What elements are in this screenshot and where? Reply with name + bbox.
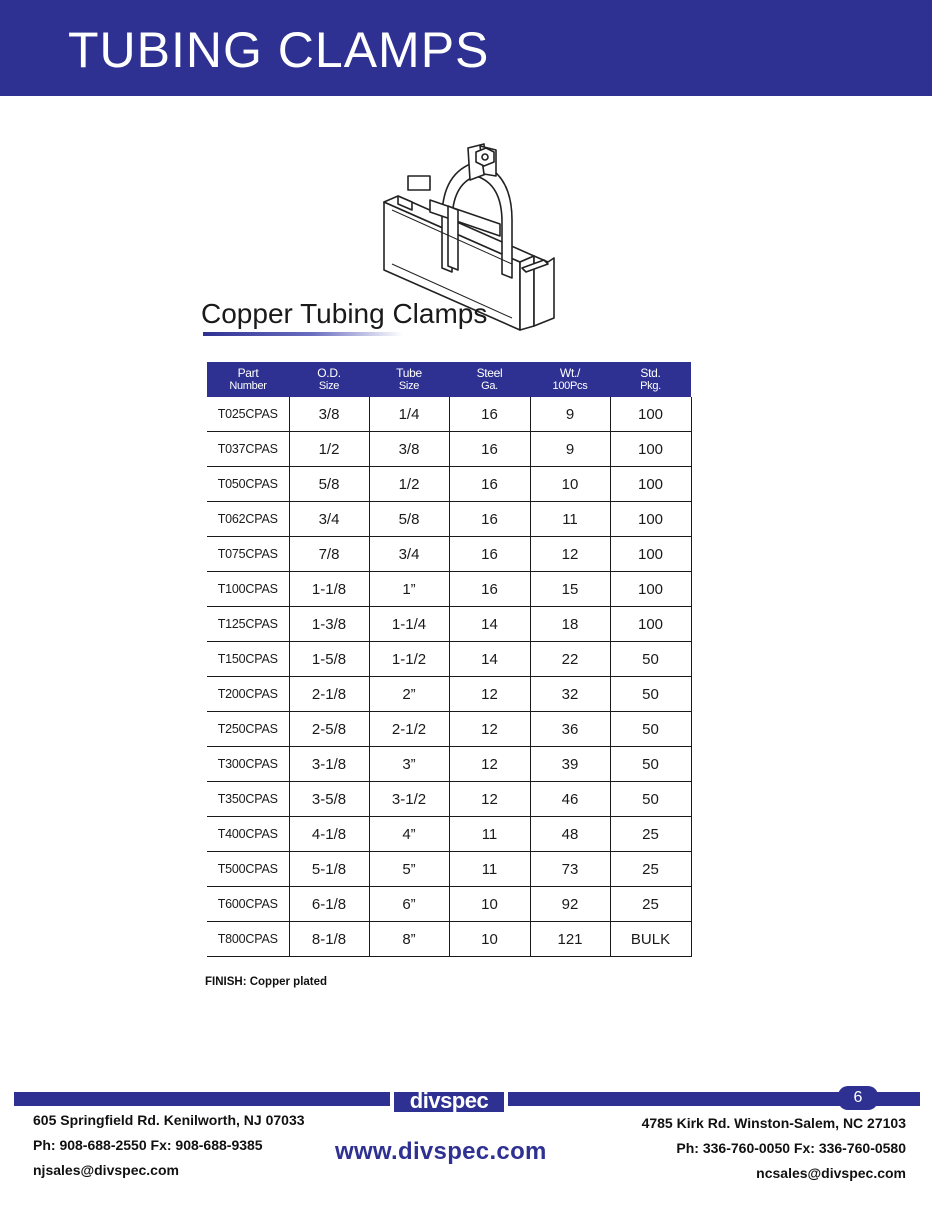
std-pkg-cell: 50	[610, 782, 691, 817]
steel-gauge-cell: 12	[449, 782, 530, 817]
tube-size-cell: 3/8	[369, 432, 449, 467]
std-pkg-cell: 100	[610, 537, 691, 572]
table-row	[207, 572, 691, 607]
footer-bar-left	[14, 1092, 392, 1106]
od-size-cell: 1/2	[289, 432, 369, 467]
std-pkg-cell: 25	[610, 817, 691, 852]
table-row	[207, 852, 691, 887]
weight-cell: 92	[530, 887, 610, 922]
table-row	[207, 922, 691, 957]
tube-size-cell: 3”	[369, 747, 449, 782]
nj-address: 605 Springfield Rd. Kenilworth, NJ 07033	[33, 1112, 305, 1128]
table-row	[207, 887, 691, 922]
tube-size-cell: 2”	[369, 677, 449, 712]
tube-size-cell: 1/4	[369, 397, 449, 432]
od-size-cell: 1-5/8	[289, 642, 369, 677]
steel-gauge-cell: 16	[449, 572, 530, 607]
tube-size-cell: 5”	[369, 852, 449, 887]
table-row	[207, 782, 691, 817]
table-row	[207, 467, 691, 502]
weight-cell: 11	[530, 502, 610, 537]
nc-address: 4785 Kirk Rd. Winston-Salem, NC 27103	[641, 1115, 906, 1131]
weight-cell: 36	[530, 712, 610, 747]
od-size-cell: 5/8	[289, 467, 369, 502]
std-pkg-cell: 50	[610, 712, 691, 747]
table-row	[207, 537, 691, 572]
weight-cell: 46	[530, 782, 610, 817]
weight-cell: 9	[530, 432, 610, 467]
std-pkg-cell: 100	[610, 432, 691, 467]
part-number-cell: T062CPAS	[207, 502, 289, 537]
std-pkg-cell: 100	[610, 572, 691, 607]
steel-gauge-cell: 16	[449, 537, 530, 572]
col-header-weight: Wt./ 100Pcs	[530, 362, 610, 397]
part-number-cell: T025CPAS	[207, 397, 289, 432]
weight-cell: 15	[530, 572, 610, 607]
part-number-cell: T350CPAS	[207, 782, 289, 817]
spec-table	[207, 362, 692, 957]
tube-size-cell: 1/2	[369, 467, 449, 502]
weight-cell: 39	[530, 747, 610, 782]
std-pkg-cell: 100	[610, 607, 691, 642]
steel-gauge-cell: 14	[449, 607, 530, 642]
part-number-cell: T100CPAS	[207, 572, 289, 607]
page-title: TUBING CLAMPS	[68, 22, 490, 78]
col-header-part-number: Part Number	[207, 362, 289, 397]
od-size-cell: 5-1/8	[289, 852, 369, 887]
part-number-cell: T250CPAS	[207, 712, 289, 747]
tube-size-cell: 1-1/2	[369, 642, 449, 677]
tube-size-cell: 1”	[369, 572, 449, 607]
weight-cell: 121	[530, 922, 610, 957]
table-row	[207, 642, 691, 677]
table-row	[207, 712, 691, 747]
std-pkg-cell: 100	[610, 397, 691, 432]
section-title: Copper Tubing Clamps	[201, 298, 488, 329]
part-number-cell: T150CPAS	[207, 642, 289, 677]
weight-cell: 18	[530, 607, 610, 642]
tube-size-cell: 2-1/2	[369, 712, 449, 747]
col-header-od-size: O.D. Size	[289, 362, 369, 397]
od-size-cell: 3-1/8	[289, 747, 369, 782]
part-number-cell: T500CPAS	[207, 852, 289, 887]
std-pkg-cell: 100	[610, 502, 691, 537]
od-size-cell: 1-1/8	[289, 572, 369, 607]
weight-cell: 10	[530, 467, 610, 502]
steel-gauge-cell: 14	[449, 642, 530, 677]
svg-text:divspec: divspec	[409, 1088, 489, 1113]
steel-gauge-cell: 12	[449, 712, 530, 747]
steel-gauge-cell: 10	[449, 922, 530, 957]
part-number-cell: T600CPAS	[207, 887, 289, 922]
part-number-cell: T037CPAS	[207, 432, 289, 467]
steel-gauge-cell: 10	[449, 887, 530, 922]
od-size-cell: 3-5/8	[289, 782, 369, 817]
weight-cell: 9	[530, 397, 610, 432]
steel-gauge-cell: 16	[449, 467, 530, 502]
nc-email[interactable]: ncsales@divspec.com	[756, 1165, 906, 1181]
part-number-cell: T300CPAS	[207, 747, 289, 782]
col-header-steel-gauge: Steel Ga.	[449, 362, 530, 397]
std-pkg-cell: 100	[610, 467, 691, 502]
tube-size-cell: 5/8	[369, 502, 449, 537]
std-pkg-cell: 50	[610, 642, 691, 677]
nj-email[interactable]: njsales@divspec.com	[33, 1162, 179, 1178]
od-size-cell: 4-1/8	[289, 817, 369, 852]
col-header-tube-size: Tube Size	[369, 362, 449, 397]
steel-gauge-cell: 16	[449, 432, 530, 467]
steel-gauge-cell: 12	[449, 747, 530, 782]
std-pkg-cell: 50	[610, 677, 691, 712]
table-row	[207, 677, 691, 712]
od-size-cell: 6-1/8	[289, 887, 369, 922]
tube-size-cell: 6”	[369, 887, 449, 922]
table-row	[207, 817, 691, 852]
finish-note: FINISH: Copper plated	[205, 976, 328, 988]
od-size-cell: 3/8	[289, 397, 369, 432]
od-size-cell: 3/4	[289, 502, 369, 537]
nc-phone: Ph: 336-760-0050 Fx: 336-760-0580	[676, 1140, 906, 1156]
std-pkg-cell: 50	[610, 747, 691, 782]
nj-phone: Ph: 908-688-2550 Fx: 908-688-9385	[33, 1137, 263, 1153]
tube-size-cell: 4”	[369, 817, 449, 852]
tube-size-cell: 1-1/4	[369, 607, 449, 642]
steel-gauge-cell: 11	[449, 817, 530, 852]
std-pkg-cell: 25	[610, 852, 691, 887]
part-number-cell: T125CPAS	[207, 607, 289, 642]
section-title-underline	[203, 332, 403, 336]
tube-size-cell: 3/4	[369, 537, 449, 572]
weight-cell: 22	[530, 642, 610, 677]
part-number-cell: T800CPAS	[207, 922, 289, 957]
part-number-cell: T200CPAS	[207, 677, 289, 712]
steel-gauge-cell: 16	[449, 397, 530, 432]
page-number-badge: 6	[838, 1086, 878, 1110]
od-size-cell: 1-3/8	[289, 607, 369, 642]
table-header-row	[207, 362, 691, 397]
weight-cell: 12	[530, 537, 610, 572]
steel-gauge-cell: 12	[449, 677, 530, 712]
weight-cell: 32	[530, 677, 610, 712]
divspec-logo	[390, 1082, 508, 1116]
table-row	[207, 397, 691, 432]
part-number-cell: T075CPAS	[207, 537, 289, 572]
table-row	[207, 502, 691, 537]
part-number-cell: T050CPAS	[207, 467, 289, 502]
std-pkg-cell: BULK	[610, 922, 691, 957]
part-number-cell: T400CPAS	[207, 817, 289, 852]
header-banner	[0, 0, 932, 96]
std-pkg-cell: 25	[610, 887, 691, 922]
od-size-cell: 8-1/8	[289, 922, 369, 957]
tube-size-cell: 3-1/2	[369, 782, 449, 817]
weight-cell: 48	[530, 817, 610, 852]
od-size-cell: 2-1/8	[289, 677, 369, 712]
od-size-cell: 7/8	[289, 537, 369, 572]
tube-size-cell: 8”	[369, 922, 449, 957]
col-header-std-pkg: Std. Pkg.	[610, 362, 691, 397]
weight-cell: 73	[530, 852, 610, 887]
table-row	[207, 747, 691, 782]
steel-gauge-cell: 11	[449, 852, 530, 887]
steel-gauge-cell: 16	[449, 502, 530, 537]
website-link[interactable]: www.divspec.com	[335, 1138, 547, 1165]
od-size-cell: 2-5/8	[289, 712, 369, 747]
table-row	[207, 607, 691, 642]
table-row	[207, 432, 691, 467]
